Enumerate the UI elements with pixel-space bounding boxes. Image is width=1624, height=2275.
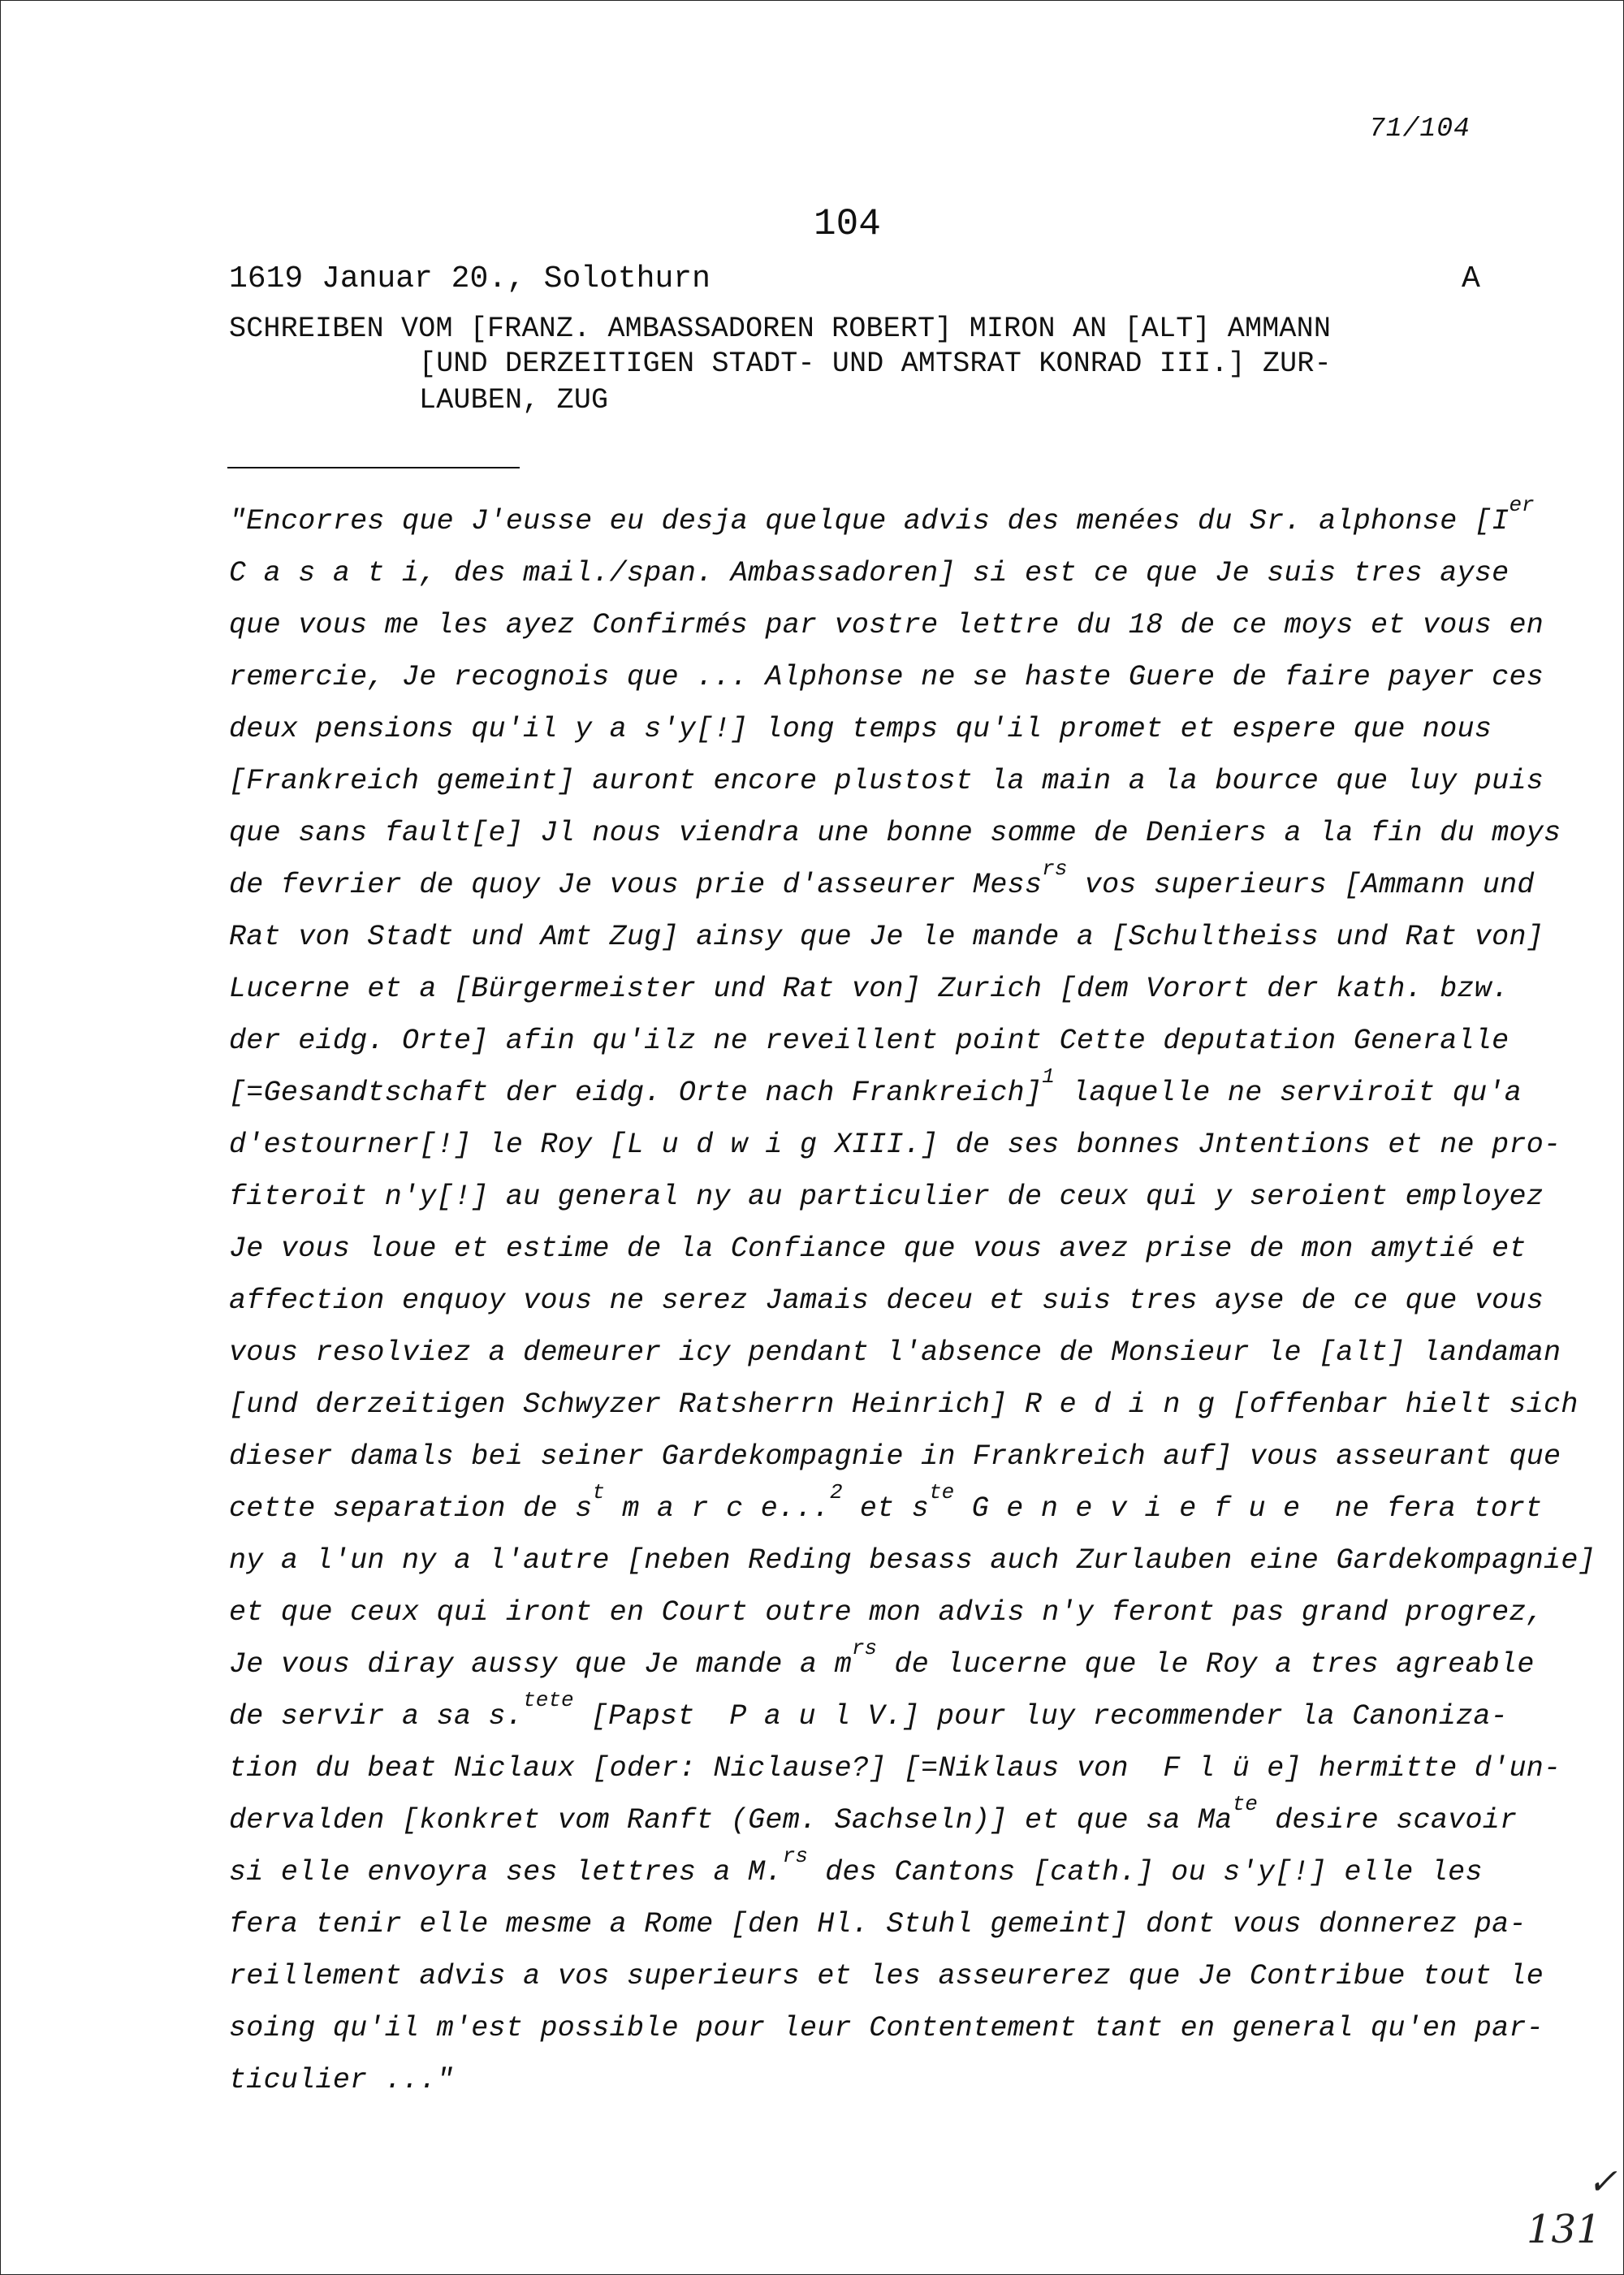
body-line: Rat von Stadt und Amt Zug] ainsy que Je le mande a [Schultheiss und Rat von]	[229, 921, 1544, 953]
text-span: et s	[842, 1492, 930, 1525]
text-span: m a r c e...	[604, 1492, 830, 1525]
section-rule	[227, 467, 520, 468]
superscript: te	[1232, 1792, 1258, 1816]
body-line	[229, 857, 1535, 901]
body-line: d'estourner[!] le Roy [L u d w i g XIII.] de ses bonnes Jntentions et ne pro-	[229, 1129, 1561, 1161]
body-line: der eidg. Orte] afin qu'ilz ne reveillent point Cette deputation Generalle	[229, 1025, 1510, 1057]
title-line-3: LAUBEN, ZUG	[419, 384, 609, 417]
body-line: dieser damals bei seiner Gardekompagnie in Frankreich auf] vous asseurant que	[229, 1440, 1561, 1473]
superscript: tete	[523, 1688, 574, 1712]
body-line: fiteroit n'y[!] au general ny au particulier de ceux qui y seroient employez	[229, 1181, 1544, 1213]
variant-letter: A	[1462, 261, 1480, 296]
body-line	[229, 493, 1535, 537]
body-line: [und derzeitigen Schwyzer Ratsherrn Heinrich] R e d i n g [offenbar hielt sich	[229, 1388, 1579, 1421]
text-span: de servir a sa s.	[229, 1700, 524, 1733]
handwritten-page-number: 131	[1527, 2207, 1601, 2252]
body-line: [Frankreich gemeint] auront encore plustost la main a la bource que luy puis	[229, 765, 1544, 797]
body-line: soing qu'il m'est possible pour leur Contentement tant en general qu'en par-	[229, 2012, 1544, 2044]
body-line: que sans fault[e] Jl nous viendra une bonne somme de Deniers a la fin du moys	[229, 817, 1561, 849]
text-span: cette separation de s	[229, 1492, 593, 1525]
footnote-marker: 1	[1042, 1064, 1055, 1089]
text-span: [=Gesandtschaft der eidg. Orte nach Frankreich]	[229, 1077, 1043, 1109]
text-span: dervalden [konkret vom Ranft (Gem. Sachseln)] et que sa Ma	[229, 1804, 1233, 1837]
text-span: laquelle ne serviroit qu'a	[1054, 1077, 1522, 1109]
body-line: reillement advis a vos superieurs et les asseurerez que Je Contribue tout le	[229, 1960, 1544, 1992]
text-span: si elle envoyra ses lettres a M.	[229, 1856, 783, 1889]
body-line: fera tenir elle mesme a Rome [den Hl. Stuhl gemeint] dont vous donnerez pa-	[229, 1908, 1527, 1940]
body-line: tion du beat Niclaux [oder: Niclause?] [=Niklaus von F l ü e] hermitte d'un-	[229, 1752, 1561, 1785]
body-line	[229, 1792, 1518, 1837]
text-span: [Papst P a u l V.] pour luy recommender la Canoniza-	[573, 1700, 1508, 1733]
body-line: deux pensions qu'il y a s'y[!] long temps qu'il promet et espere que nous	[229, 713, 1492, 745]
text-span: G e n e v i e f u e ne fera tort	[954, 1492, 1543, 1525]
body-line: que vous me les ayez Confirmés par vostre lettre du 18 de ce moys et vous en	[229, 609, 1544, 641]
body-line	[229, 1688, 1508, 1733]
body-line: Je vous loue et estime de la Confiance que vous avez prise de mon amytié et	[229, 1232, 1527, 1265]
body-line: ny a l'un ny a l'autre [neben Reding besass auch Zurlauben eine Gardekompagnie]	[229, 1544, 1596, 1577]
superscript: t	[592, 1480, 605, 1504]
title-line-1: SCHREIBEN VOM [FRANZ. AMBASSADOREN ROBERT] MIRON AN [ALT] AMMANN	[229, 313, 1332, 345]
footnote-marker: 2	[829, 1480, 843, 1504]
superscript: rs	[1042, 857, 1068, 881]
body-line	[229, 1064, 1522, 1109]
body-line: vous resolviez a demeurer icy pendant l'absence de Monsieur le [alt] landaman	[229, 1336, 1561, 1369]
superscript: rs	[782, 1844, 808, 1868]
text-span: "Encorres que J'eusse eu desja quelque advis des menées du Sr. alphonse [I	[229, 505, 1510, 537]
body-line: affection enquoy vous ne serez Jamais deceu et suis tres ayse de ce que vous	[229, 1284, 1544, 1317]
body-line: et que ceux qui iront en Court outre mon advis n'y feront pas grand progrez,	[229, 1596, 1544, 1629]
text-span: des Cantons [cath.] ou s'y[!] elle les	[807, 1856, 1483, 1889]
text-span: vos superieurs [Ammann und	[1067, 869, 1535, 901]
body-line: ticulier ..."	[229, 2064, 454, 2096]
date-place-line: 1619 Januar 20., Solothurn	[229, 261, 710, 296]
body-line: remercie, Je recognois que ... Alphonse ne se haste Guere de faire payer ces	[229, 661, 1544, 693]
superscript: te	[929, 1480, 955, 1504]
reference-number: 71/104	[1369, 114, 1471, 144]
body-line	[229, 1636, 1535, 1681]
document-number: 104	[814, 203, 881, 245]
body-line	[229, 1480, 1543, 1525]
body-line: Lucerne et a [Bürgermeister und Rat von] Zurich [dem Vorort der kath. bzw.	[229, 973, 1510, 1005]
title-line-2: [UND DERZEITIGEN STADT- UND AMTSRAT KONRAD III.] ZUR-	[419, 348, 1332, 380]
superscript: rs	[851, 1636, 878, 1660]
text-span: de lucerne que le Roy a tres agreable	[877, 1648, 1535, 1681]
body-line: C a s a t i, des mail./span. Ambassadoren] si est ce que Je suis tres ayse	[229, 557, 1510, 589]
text-span: desire scavoir	[1257, 1804, 1518, 1837]
text-span: de fevrier de quoy Je vous prie d'asseurer Mess	[229, 869, 1043, 901]
body-line	[229, 1844, 1483, 1889]
text-span: Je vous diray aussy que Je mande a m	[229, 1648, 852, 1681]
handwritten-check-mark: ✓	[1587, 2161, 1618, 2203]
superscript: er	[1509, 493, 1535, 517]
